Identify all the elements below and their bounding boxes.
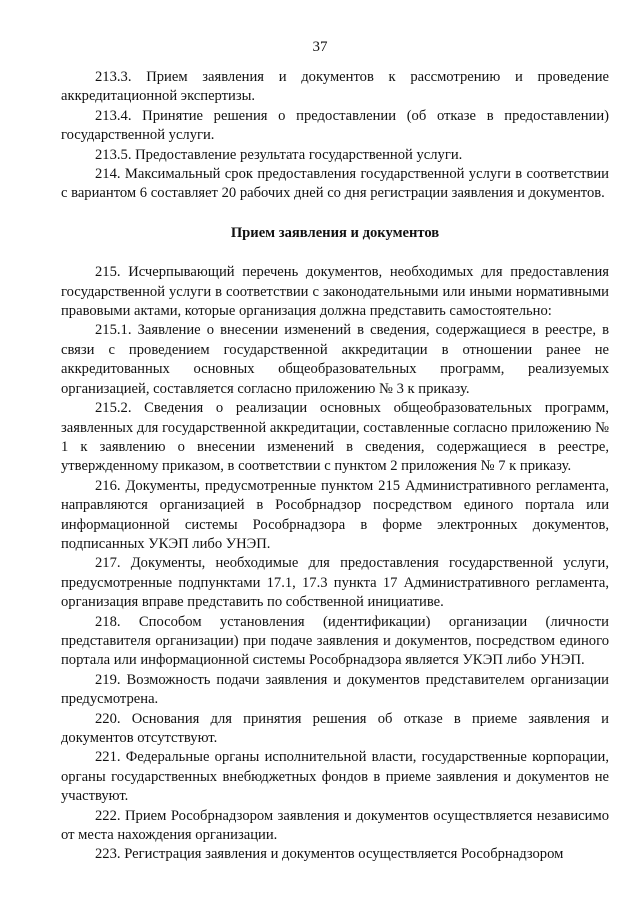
paragraph-214: 214. Максимальный срок предоставления государственной услуги в соответствии с вариантом 6 составляет 20 рабочих дней со дня регистрации заявления и документов. <box>61 166 609 202</box>
spacer <box>61 243 609 263</box>
paragraph-215-2: 215.2. Сведения о реализации основных общеобразовательных программ, заявленных для государственной аккредитации, составленные согласно приложению № 1 к заявлению о внесении изменений в сведения, содержащиеся в реестре, утвержденному приказом, в соответствии с пунктом 2 приложения № 7 к приказу. <box>61 400 609 475</box>
paragraph-215-1: 215.1. Заявление о внесении изменений в сведения, содержащиеся в реестре, в связи с проведением государственной аккредитации в отношении ранее не аккредитованных основных общеобразовательных программ, реализуемых организацией, составляется согласно приложению № 3 к приказу. <box>61 322 609 397</box>
paragraph-217: 217. Документы, необходимые для предоставления государственной услуги, предусмотренные подпунктами 17.1, 17.3 пункта 17 Административного регламента, организация вправе представить по собственной инициативе. <box>61 555 609 611</box>
paragraph-218: 218. Способом установления (идентификации) организации (личности представителя организации) при подаче заявления и документов, посредством единого портала или информационной системы Рособрнадзора является УКЭП либо УНЭП. <box>61 613 609 669</box>
paragraph-216: 216. Документы, предусмотренные пунктом 215 Административного регламента, направляются организацией в Рособрнадзор посредством единого портала или информационной системы Рособрнадзора в форме электронных документов, подписанных УКЭП либо УНЭП. <box>61 477 609 552</box>
paragraph-219: 219. Возможность подачи заявления и документов представителем организации предусмотрена. <box>61 671 609 708</box>
spacer <box>61 204 609 224</box>
paragraph-222: 222. Прием Рособрнадзором заявления и документов осуществляется независимо от места нахождения организации. <box>61 807 609 844</box>
section-heading: Прием заявления и документов <box>230 224 440 241</box>
paragraph-220: 220. Основания для принятия решения об отказе в приеме заявления и документов отсутствуют. <box>61 710 609 746</box>
page-number: 37 <box>312 39 328 55</box>
paragraph-215: 215. Исчерпывающий перечень документов, необходимых для предоставления государственной услуги в соответствии с законодательными или иными нормативными правовыми актами, которые организация должна представить самостоятельно: <box>61 264 609 320</box>
document-body <box>61 68 609 865</box>
paragraph-213-4: 213.4. Принятие решения о предоставлении (об отказе в предоставлении) государственной услуги. <box>61 107 609 144</box>
paragraph-223: 223. Регистрация заявления и документов осуществляется Рособрнадзором <box>95 846 564 863</box>
paragraph-221: 221. Федеральные органы исполнительной власти, государственные корпорации, органы государственных внебюджетных фондов в приеме заявления и документов не участвуют. <box>61 749 609 805</box>
paragraph-213-5: 213.5. Предоставление результата государственной услуги. <box>95 146 463 163</box>
paragraph-213-3: 213.3. Прием заявления и документов к рассмотрению и проведение аккредитационной экспертизы. <box>61 69 609 105</box>
